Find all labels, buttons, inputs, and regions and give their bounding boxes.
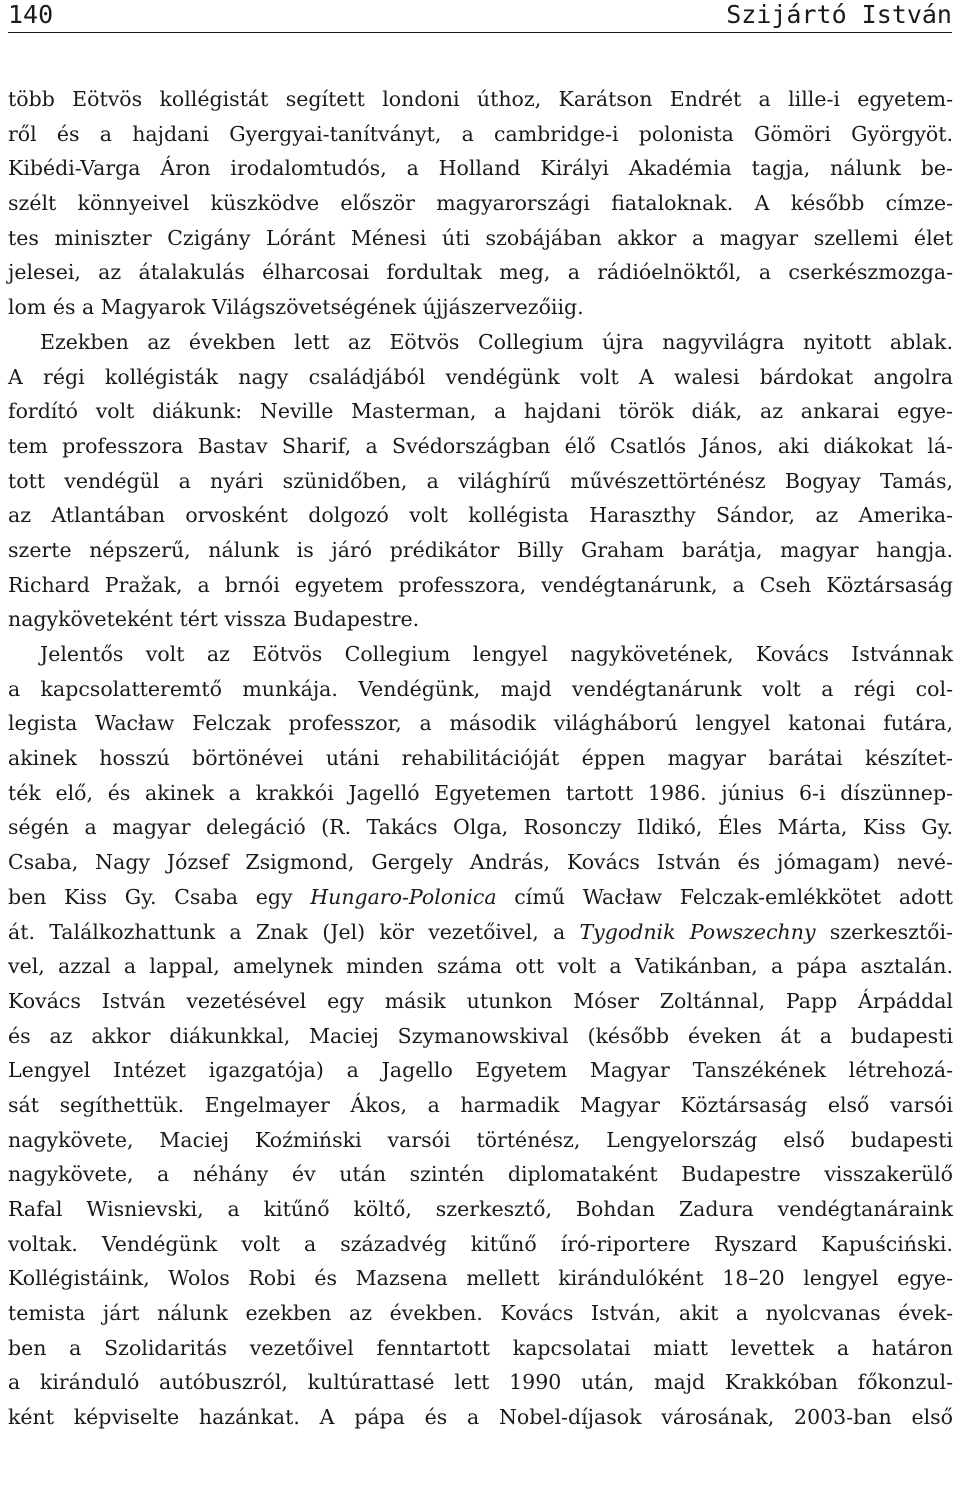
text-line: ségén a magyar delegáció (R. Takács Olga, Rosonczy Ildikó, Éles Márta, Kiss Gy. [8, 815, 953, 840]
text-segment: szerkesztői- [815, 919, 953, 944]
text-line: szerte népszerű, nálunk is járó prédikátor Billy Graham barátja, magyar hangja. [8, 537, 953, 562]
running-head [8, 0, 952, 33]
text-line: Kollégistáink, Wolos Robi és Mazsena mellett kirándulóként 18–20 lengyel egye- [8, 1266, 953, 1291]
text-line: ként képviselte hazánkat. A pápa és a Nobel-díjasok városának, 2003-ban első [8, 1405, 953, 1430]
text-line: nagykövete, Maciej Koźmiński varsói történész, Lengyelország első budapesti [8, 1127, 953, 1152]
text-line: fordító volt diákunk: Neville Masterman, a hajdani török diák, az ankarai egye- [8, 399, 953, 424]
text-line: több Eötvös kollégistát segített londoni úthoz, Karátson Endrét a lille-i egyetem- [8, 87, 953, 111]
text-line: Csaba, Nagy József Zsigmond, Gergely András, Kovács István és jómagam) nevé- [8, 850, 953, 875]
text-line: a kapcsolatteremtő munkája. Vendégünk, majd vendégtanárunk volt a régi col- [8, 676, 953, 701]
book-title-italic: Hungaro-Polonica [310, 884, 497, 909]
text-line: Kovács István vezetésével egy másik utunkon Móser Zoltánnal, Papp Árpáddal [8, 988, 953, 1013]
text-line: ről és a hajdani Gyergyai-tanítványt, a cambridge-i polonista Gömöri Györgyöt. [8, 121, 953, 146]
text-line: tott vendégül a nyári szünidőben, a világhírű művészettörténész Bogyay Tamás, [8, 468, 953, 493]
text-line: vel, azzal a lappal, amelynek minden száma ott volt a Vatikánban, a pápa asztalán. [8, 954, 953, 979]
text-line [8, 880, 953, 915]
text-line: az Atlantában orvosként dolgozó volt kollégista Haraszthy Sándor, az Amerika- [8, 503, 953, 528]
text-line: a kiránduló autóbuszról, kultúrattasé lett 1990 után, majd Krakkóban főkonzul- [8, 1370, 953, 1395]
text-line: sát segíthettük. Engelmayer Ákos, a harmadik Magyar Köztársaság első varsói [8, 1092, 953, 1117]
text-segment: című Wacław Felczak-emlékkötet adott [496, 884, 953, 909]
text-line: szélt könnyeivel küszködve először magyarországi fiataloknak. A később címze- [8, 191, 953, 216]
page-number: 140 [8, 0, 54, 29]
text-line [8, 915, 953, 950]
text-segment: át. Találkozhattunk a Znak (Jel) kör vezetőivel, a [8, 919, 580, 944]
periodical-title-italic: Tygodnik Powszechny [579, 919, 816, 944]
text-line: Ezekben az években lett az Eötvös Collegium újra nagyvilágra nyitott ablak. [40, 329, 953, 354]
text-line: Lengyel Intézet igazgatója) a Jagello Egyetem Magyar Tanszékének létrehozá- [8, 1058, 953, 1083]
text-line: nagykövete, a néhány év után szintén diplomataként Budapestre visszakerülő [8, 1162, 953, 1187]
running-head-author: Szijártó István [726, 0, 952, 29]
text-line: Jelentős volt az Eötvös Collegium lengyel nagykövetének, Kovács Istvánnak [40, 642, 953, 666]
text-line: Rafal Wisnievski, a kitűnő költő, szerkesztő, Bohdan Zadura vendégtanáraink [8, 1197, 953, 1221]
text-line: nagyköveteként tért vissza Budapestre. [8, 607, 420, 632]
body-text [8, 82, 953, 1435]
text-line: A régi kollégisták nagy családjából vendégünk volt A walesi bárdokat angolra [8, 364, 953, 389]
text-segment: ben Kiss Gy. Csaba egy [8, 884, 311, 909]
text-line: lom és a Magyarok Világszövetségének újjászervezőiig. [8, 295, 584, 320]
text-line: legista Wacław Felczak professzor, a második világháború lengyel katonai futára, [8, 711, 953, 736]
text-line: tem professzora Bastav Sharif, a Svédországban élő Csatlós János, aki diákokat lá- [8, 433, 953, 458]
text-line: Kibédi-Varga Áron irodalomtudós, a Holland Királyi Akadémia tagja, nálunk be- [8, 156, 953, 181]
text-line: voltak. Vendégünk volt a századvég kitűnő író-riportere Ryszard Kapuściński. [8, 1231, 953, 1256]
text-line: és az akkor diákunkkal, Maciej Szymanowskival (később éveken át a budapesti [8, 1023, 953, 1048]
text-line: ték elő, és akinek a krakkói Jagelló Egyetemen tartott 1986. június 6-i díszünnep- [8, 780, 953, 805]
text-line: jelesei, az átalakulás élharcosai fordultak meg, a rádióelnöktől, a cserkészmozga- [8, 260, 953, 285]
text-line: akinek hosszú börtönévei utáni rehabilitációját éppen magyar barátai készítet- [8, 746, 953, 771]
text-line: temista járt nálunk ezekben az években. Kovács István, akit a nyolcvanas évek- [8, 1301, 953, 1326]
text-line: ben a Szolidaritás vezetőivel fenntartott kapcsolatai miatt levettek a határon [8, 1335, 953, 1360]
text-line: tes miniszter Czigány Lóránt Ménesi úti szobájában akkor a magyar szellemi élet [8, 225, 953, 250]
text-line: Richard Pražak, a brnói egyetem professzora, vendégtanárunk, a Cseh Köztársaság [8, 572, 953, 597]
